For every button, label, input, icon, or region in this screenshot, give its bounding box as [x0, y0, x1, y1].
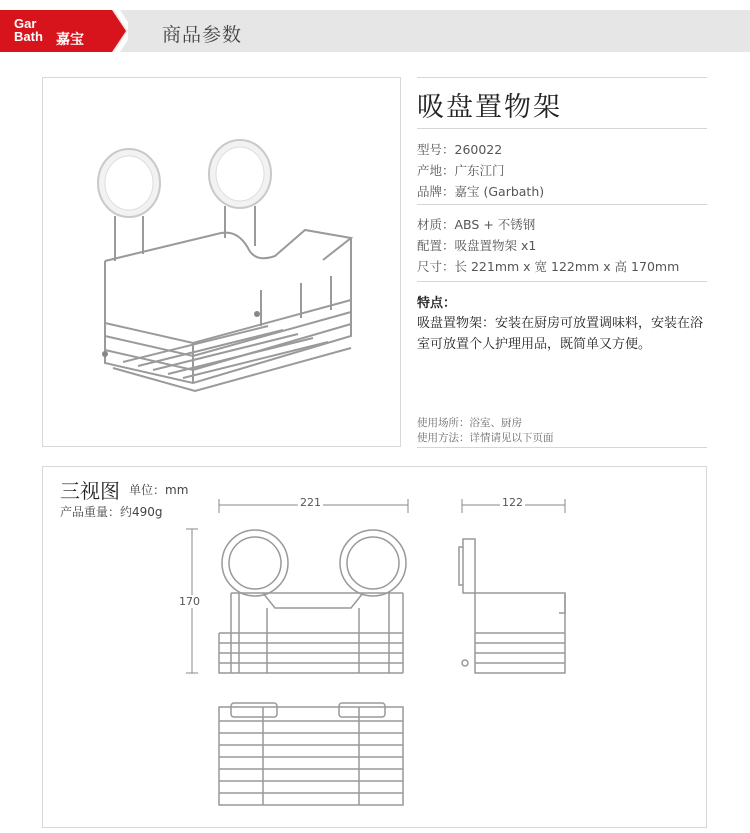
divider	[417, 204, 707, 205]
features-title: 特点：	[417, 296, 457, 311]
dim-height: 170	[179, 595, 200, 608]
divider	[417, 281, 707, 282]
spec-model: 型号：260022	[417, 142, 503, 157]
logo-chinese: 嘉宝	[56, 32, 84, 48]
views-title: 三视图	[60, 479, 120, 503]
features-body: 吸盘置物架：安装在厨房可放置调味料，安装在浴室可放置个人护理用品，既简单又方便。	[417, 316, 704, 352]
usage-method: 使用方法：详情请见以下页面	[417, 432, 554, 444]
logo-gar: Gar	[14, 16, 37, 31]
logo-wordmark	[14, 17, 43, 43]
divider	[417, 447, 707, 448]
product-title: 吸盘置物架	[417, 92, 562, 123]
spec-brand: 品牌：嘉宝 (Garbath)	[417, 184, 545, 199]
usage-place: 使用场所：浴室、厨房	[417, 417, 522, 429]
spec-material: 材质：ABS + 不锈钢	[417, 217, 536, 232]
rack-illustration	[43, 78, 402, 448]
logo-bath: Bath	[14, 29, 43, 44]
views-weight: 产品重量：约490g	[60, 505, 163, 519]
section-title: 商品参数	[162, 24, 243, 46]
dim-length: 221	[300, 496, 321, 509]
divider	[417, 128, 707, 129]
divider	[417, 77, 707, 78]
section-header	[0, 10, 750, 52]
three-view-panel	[42, 466, 707, 828]
spec-config: 配置：吸盘置物架 x1	[417, 238, 537, 253]
spec-origin: 产地：广东江门	[417, 163, 505, 178]
views-unit: 单位：mm	[129, 483, 189, 497]
spec-size: 尺寸：长 221mm x 宽 122mm x 高 170mm	[417, 259, 680, 274]
technical-drawing	[43, 467, 706, 827]
product-photo	[42, 77, 401, 447]
dim-width: 122	[502, 496, 523, 509]
